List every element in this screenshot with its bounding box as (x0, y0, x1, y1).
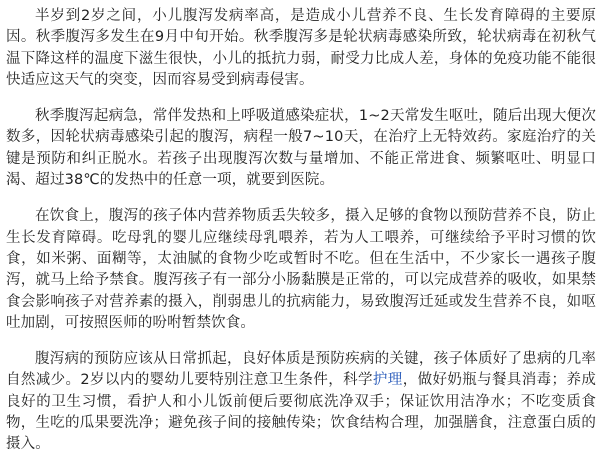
prevention-text-after-link: ，做好奶瓶与餐具消毒；养成良好的卫生习惯，看护人和小儿饭前便后要彻底洗净双手；保证饮用洁净水；不吃变质食物，生吃的瓜果要洗净；避免孩子间的接触传染；饮食结构合理，加强膳食，注意蛋白质的摄入。 (6, 372, 596, 453)
paragraph-prevention (6, 349, 596, 455)
care-link[interactable]: 护理 (372, 372, 403, 389)
paragraph-autumn-diarrhea-cause: 半岁到2岁之间，小儿腹泻发病率高，是造成小儿营养不良、生长发育障碍的主要原因。秋季腹泻多发生在9月中旬开始。秋季腹泻多是轮状病毒感染所致，轮状病毒在初秋气温下降这样的温度下滋生很快，小儿的抵抗力弱，耐受力比成人差，身体的免疫功能不能很快适应这天气的突变，因而容易受到病毒侵害。 (6, 8, 596, 88)
paragraph-diet-advice: 在饮食上，腹泻的孩子体内营养物质丢失较多，摄入足够的食物以预防营养不良，防止生长发育障碍。吃母乳的婴儿应继续母乳喂养，若为人工喂养，可继续给予平时习惯的饮食，如米粥、面糊等，太油腻的食物少吃或暂时不吃。但在生活中，不少家长一遇孩子腹泻，就马上给予禁食。腹泻孩子有一部分小肠黏膜是正常的，可以完成营养的吸收，如果禁食会影响孩子对营养素的摄入，削弱患儿的抗病能力，易致腹泻迁延或发生营养不良，如呕吐加剧，可按照医师的吩咐暂禁饮食。 (6, 208, 596, 331)
prevention-text-before-link: 腹泻病的预防应该从日常抓起，良好体质是预防疾病的关键，孩子体质好了患病的几率自然减少。2岁以内的婴幼儿要特别注意卫生条件，科学 (6, 351, 596, 389)
paragraph-symptoms-and-home-care: 秋季腹泻起病急，常伴发热和上呼吸道感染症状，1~2天常发生呕吐，随后出现大便次数多，因轮状病毒感染引起的腹泻，病程一般7~10天，在治疗上无特效药。家庭治疗的关键是预防和纠正脱水。若孩子出现腹泻次数与量增加、不能正常进食、频繁呕吐、明显口渴、超过38℃的发热中的任意一项，就要到医院。 (6, 108, 596, 189)
